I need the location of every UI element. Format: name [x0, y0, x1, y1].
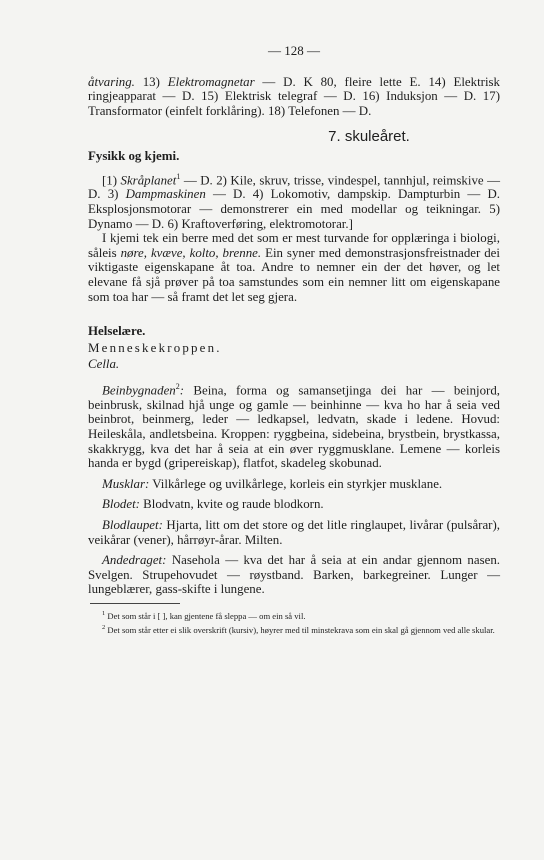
- bones-label: Beinbygnaden: [102, 383, 176, 398]
- physics-p1-item3: Dampmaskinen: [125, 187, 206, 202]
- subsection-body-heading: Menneskekroppen.: [88, 340, 222, 355]
- circulation-paragraph: [88, 518, 500, 547]
- physics-p1-item1: Skråplanet: [120, 172, 177, 187]
- breathing-label: Andedraget:: [102, 553, 167, 568]
- document-page: [88, 44, 500, 636]
- physics-paragraph-1: [88, 170, 500, 232]
- footnote-2-number: 2: [102, 623, 106, 631]
- footnote-1: [88, 608, 500, 622]
- chapter-title: 7. skuleåret.: [328, 128, 410, 146]
- intro-lead: åtvaring.: [88, 74, 135, 89]
- section-physics-heading: Fysikk og kjemi.: [88, 148, 180, 163]
- footnote-1-text: Det som står i [ ], kan gjentene få sleppa — om ein så vil.: [105, 610, 306, 621]
- footnote-2: [88, 622, 500, 636]
- bones-text: Beina, forma og samansetjinga dei har — beinjord, beinbrusk, skilnad hjå unge og gamle — beinhinne — kva ho har å seia ved beinbrot, beinmerg, leder — ledkapsel, ledvatn, skade i ledene. Hovud: Heileskåla, andletsbeina. Kroppen: ryggbeina, sidebeina, brystbein, brystkassa, skakkrygg, kva det har å seia at ein øver ryggmusklane. Lemene — korleis handa er bygd (gripereiskap), flatfot, skadeleg skobunad.: [88, 383, 500, 471]
- intro-rest: — D. K 80, fleire lette E. 14) Elektrisk ringjeapparat — D. 15) Elektrisk telegraf — D. 16) Induksjon — D. 17) Transformator (einfelt forklåring). 18) Telefonen — D.: [88, 74, 500, 118]
- physics-p2-end: Ein syner med demonstrasjonsfreistnader dei viktigaste eigenskapane åt toa. Andre to nemner ein der det høver, og let elevane få sjå prøver på toa samstundes som ein nemner litt om eigenskapane som toa har — så framt det let seg gjera.: [88, 245, 500, 304]
- footnote-ref-1: 1: [176, 171, 181, 181]
- physics-paragraph-2: [88, 231, 500, 304]
- cella-heading: Cella.: [88, 357, 120, 372]
- breathing-paragraph: [88, 553, 500, 597]
- bones-colon: :: [179, 383, 185, 398]
- intro-paragraph: [88, 75, 500, 119]
- physics-p1-mid: — D. 2) Kile, skruv, trisse, vindespel, tannhjul, reimskive — D. 3): [88, 172, 500, 202]
- physics-p1-end: — D. 4) Lokomotiv, dampskip. Dampturbin — D. Eksplosjonsmotorar — demonstrerer ein med modellar og teikningar. 5) Dynamo — D. 6) Kraftoverføring, elektromotorar.]: [88, 187, 500, 231]
- muscles-label: Musklar:: [102, 476, 150, 491]
- muscles-text: Vilkårlege og uvilkårlege, korleis ein styrkjer musklane.: [149, 476, 443, 491]
- intro-item13: Elektromagnetar: [167, 74, 255, 89]
- footnote-divider: [90, 603, 180, 604]
- footnote-1-number: 1: [102, 610, 106, 617]
- section-health-heading: Helselære.: [88, 324, 146, 339]
- page-number: — 128 —: [268, 43, 320, 58]
- blood-paragraph: [88, 497, 500, 512]
- blood-label: Blodet:: [102, 497, 140, 512]
- blood-text: Blodvatn, kvite og raude blodkorn.: [139, 497, 324, 512]
- physics-p1-start: [1): [102, 172, 121, 187]
- circulation-text: Hjarta, litt om det store og det litle ringlaupet, livårar (pulsårar), veikårar (vener), hårrøyr-årar. Milten.: [88, 518, 500, 547]
- physics-p2-start: I kjemi tek ein berre med det som er mest turvande for opplæringa i biologi, såleis: [88, 231, 500, 260]
- intro-item13-number: 13): [134, 74, 168, 89]
- breathing-text: Nasehola — kva det har å seia at ein andar gjennom nasen. Svelgen. Strupehovudet — røystband. Barken, barkegreiner. Lunger — lungeblærer, gass-skifte i lungene.: [88, 553, 500, 597]
- footnote-2-text: Det som står etter ei slik overskrift (kursiv), høyrer med til minstekrava som ein skal gå gjennom ved alle skular.: [105, 624, 495, 635]
- muscles-paragraph: [88, 477, 500, 492]
- footnote-ref-2: 2: [175, 381, 180, 391]
- circulation-label: Blodlaupet:: [102, 518, 163, 533]
- bones-paragraph: [88, 380, 500, 471]
- physics-p2-italic: nøre, kvæve, kolto, brenne.: [120, 245, 262, 260]
